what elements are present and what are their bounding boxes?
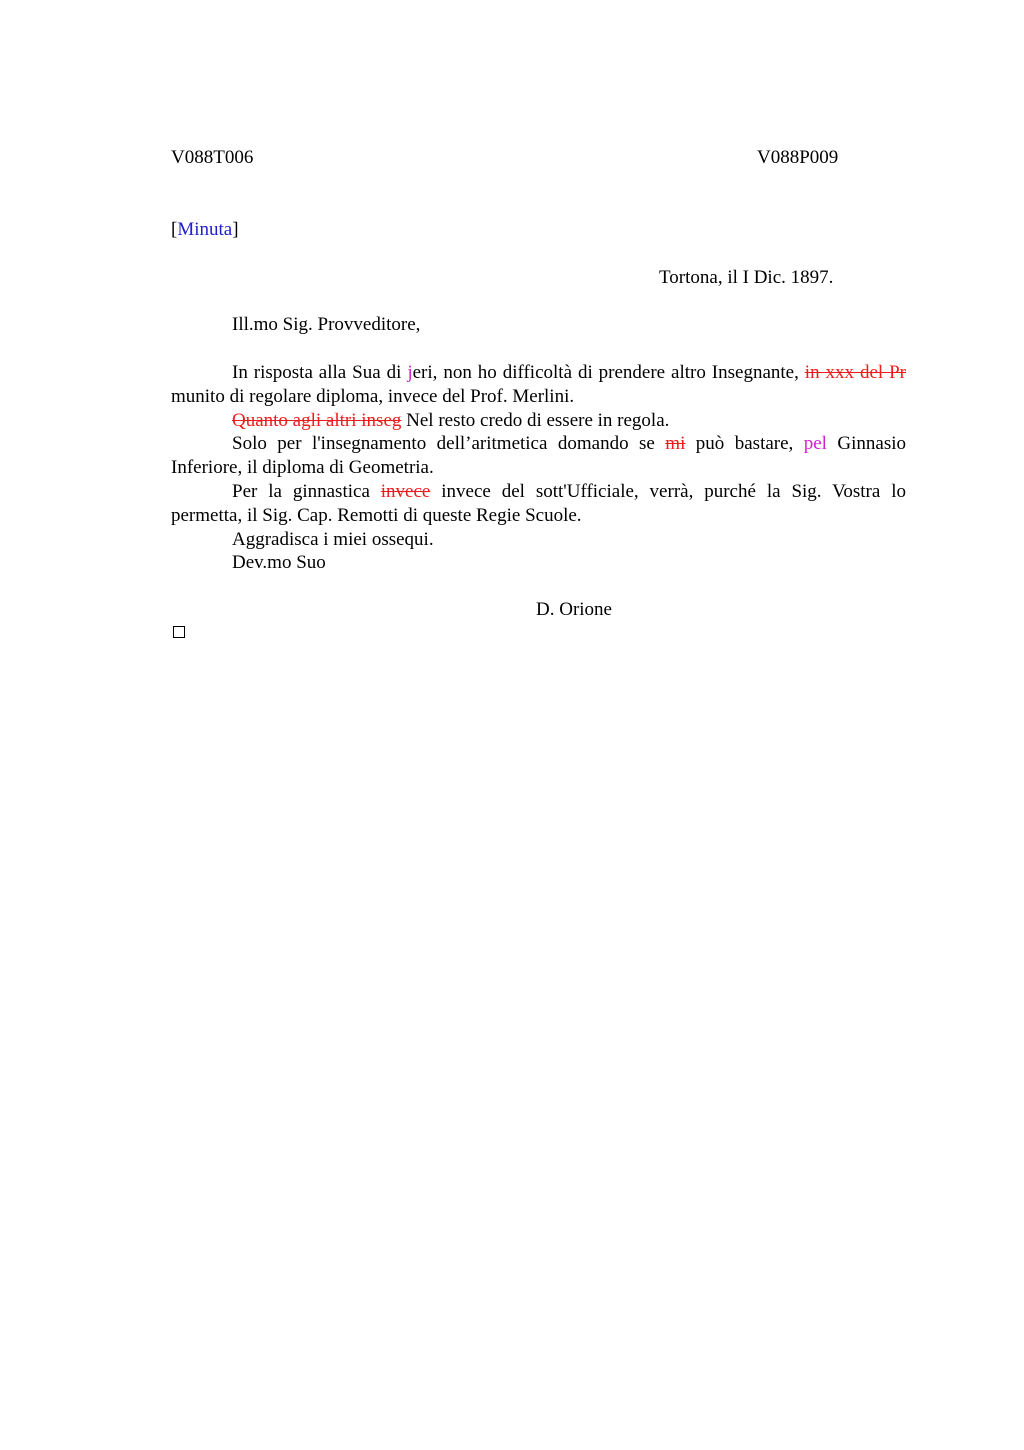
letter-signature: D. Orione: [536, 599, 612, 620]
p4-deletion: invece: [380, 480, 431, 502]
empty-square-icon: [173, 626, 185, 638]
p1-text-a: In risposta alla Sua di: [232, 362, 408, 383]
paragraph-3: [171, 432, 906, 480]
document-code-left: V088T006: [171, 147, 254, 168]
p4-text-a: Per la ginnastica: [232, 480, 381, 502]
p2-text-a: Nel resto credo di essere in regola.: [401, 409, 670, 431]
p1-text-b: eri, non ho difficoltà di prendere altro Insegnante,: [412, 362, 805, 383]
document-code-right: V088P009: [757, 147, 839, 168]
p4-text-b: invece del sott'Ufficiale, verrà, purché la Sig. Vostra lo permetta, il Sig. Cap. Remotti di queste Regie Scuole.: [171, 480, 906, 526]
minuta-label: Minuta: [177, 219, 233, 240]
minuta-note: [171, 218, 239, 242]
minuta-open-bracket: [: [171, 219, 178, 240]
paragraph-5: Aggradisca i miei ossequi.: [232, 528, 434, 550]
p2-deletion: Quanto agli altri inseg: [232, 409, 402, 431]
letter-salutation: Ill.mo Sig. Provveditore,: [232, 314, 421, 335]
p3-text-c: Ginnasio Inferiore, il diploma di Geometria.: [171, 433, 906, 479]
p3-deletion: mi: [665, 433, 686, 455]
paragraph-1: [171, 361, 906, 409]
paragraph-6: Dev.mo Suo: [232, 552, 326, 574]
minuta-close-bracket: ]: [232, 219, 239, 240]
p1-deletion: in xxx del Pr: [804, 362, 906, 383]
p3-insertion-pel: pel: [803, 433, 827, 455]
paragraph-2: [171, 409, 906, 433]
letter-date: Tortona, il I Dic. 1897.: [659, 267, 834, 288]
paragraph-4: [171, 480, 906, 528]
document-page: [171, 0, 906, 1450]
p1-insertion-j: j: [407, 362, 413, 383]
letter-body: [171, 361, 906, 575]
p3-text-a: Solo per l'insegnamento dell’aritmetica domando se: [232, 433, 666, 455]
p3-text-b: può bastare,: [685, 433, 804, 455]
p1-text-c: munito di regolare diploma, invece del Prof. Merlini.: [171, 385, 575, 407]
